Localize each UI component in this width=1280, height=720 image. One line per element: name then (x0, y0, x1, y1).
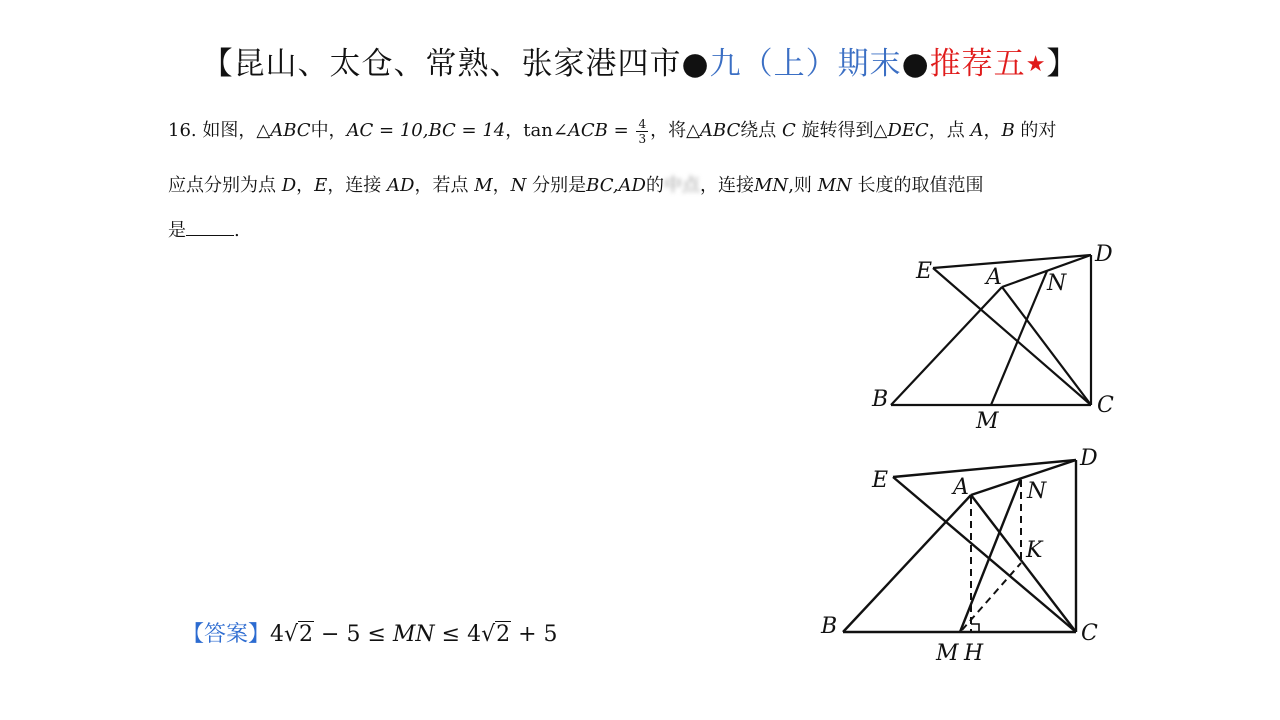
label-e: E (872, 468, 889, 493)
segment-ec (933, 268, 1091, 405)
text-segment: 的对 (1014, 120, 1057, 141)
math-m: M (474, 175, 493, 196)
label-c: C (1081, 621, 1098, 646)
segment-ec (893, 477, 1076, 632)
text-segment: 旋转得到△ (795, 120, 888, 141)
text-segment: ， (983, 120, 1002, 141)
label-a: A (986, 265, 1002, 290)
math-tan: tan∠ (523, 120, 568, 141)
header-dot: ● (901, 46, 930, 82)
segment-ba (891, 287, 1002, 405)
segment-mn (960, 478, 1021, 632)
math-a: A (970, 120, 984, 141)
right-angle-mark (971, 624, 979, 632)
answer-tag: 【答案】 (182, 622, 271, 647)
math-ad: AD (387, 175, 415, 196)
problem-line-3 (168, 216, 240, 242)
answer-segment: + 5 (511, 622, 558, 647)
segment-mk (962, 563, 1021, 630)
math-mn: MN (817, 175, 852, 196)
problem-number: 16. (168, 120, 197, 141)
math-n: N (510, 175, 527, 196)
text-segment: ，连接 (327, 175, 388, 196)
math-dec: DEC (887, 120, 929, 141)
math-c: C (782, 120, 796, 141)
label-n: N (1027, 479, 1047, 504)
header-cities: 昆山、太仓、常熟、张家港四市● (233, 46, 710, 82)
header-recommend: 推荐五 (929, 46, 1026, 82)
answer-blank (186, 221, 234, 236)
header-bracket-open: 【 (201, 46, 234, 82)
math-bc: BC = 14 (428, 120, 506, 141)
math-abc: ABC (699, 120, 741, 141)
text-segment: ,则 (788, 175, 818, 196)
label-n: N (1047, 271, 1067, 296)
text-segment: . (234, 220, 240, 241)
text-segment: 应点分别为点 (168, 175, 282, 196)
sqrt-expression: √2 (284, 622, 314, 647)
math-abc: ABC (270, 120, 311, 141)
header-exam: 九（上）期末 (709, 46, 902, 82)
segment-ac (971, 495, 1076, 632)
radicand: 2 (299, 622, 314, 647)
math-b: B (1001, 120, 1015, 141)
answer-segment: − 5 ≤ (314, 622, 393, 647)
blurred-text: 中点 (664, 175, 700, 196)
math-d: D (281, 175, 297, 196)
segment-mn (991, 271, 1047, 405)
math-acb: ACB (567, 120, 608, 141)
math-mn: MN (754, 175, 789, 196)
radicand: 2 (496, 622, 511, 647)
text-segment: ， (492, 175, 511, 196)
label-m: M (976, 409, 999, 434)
fraction-num: 4 (638, 116, 647, 131)
label-d: D (1095, 242, 1113, 267)
text-segment: ，若点 (414, 175, 475, 196)
text-segment: ，将△ (650, 120, 700, 141)
segment-ad (971, 460, 1076, 495)
header-title (0, 38, 1280, 83)
segment-ed (893, 460, 1076, 477)
problem-line-1 (168, 116, 1056, 146)
label-e: E (916, 259, 933, 284)
answer-segment: ≤ 4 (434, 622, 482, 647)
text-segment: 的 (646, 175, 664, 196)
text-segment: ， (296, 175, 315, 196)
label-h: H (964, 641, 984, 666)
math-ac: AC = 10, (346, 120, 429, 141)
label-b: B (872, 387, 889, 412)
answer-line (182, 617, 558, 648)
segment-ad (1002, 255, 1091, 287)
segment-ac (1002, 287, 1091, 405)
segment-ba (843, 495, 971, 632)
figure-2-dashed (962, 480, 1021, 632)
header-bracket-close: 】 (1046, 46, 1079, 82)
label-d: D (1080, 446, 1098, 471)
star-icon: ★ (1025, 52, 1047, 77)
text-segment: 分别是 (526, 175, 587, 196)
problem-line-2 (168, 171, 984, 197)
label-k: K (1026, 538, 1043, 563)
figure-2-lines (843, 460, 1076, 632)
fraction (636, 117, 648, 146)
text-segment: ，点 (928, 120, 971, 141)
fraction-den: 3 (638, 131, 647, 146)
math-eq: = (607, 120, 635, 141)
label-m: M (936, 641, 959, 666)
text-segment: 中， (310, 120, 347, 141)
answer-coefficient: 4 (270, 622, 285, 647)
math-mn: MN (392, 622, 435, 647)
math-bc-ad: BC,AD (586, 175, 646, 196)
label-c: C (1097, 393, 1114, 418)
math-e: E (314, 175, 328, 196)
figure-1-lines (891, 255, 1091, 405)
text-segment: 绕点 (740, 120, 782, 141)
label-a: A (953, 475, 969, 500)
text-segment: ， (505, 120, 524, 141)
text-segment: 是 (168, 220, 186, 241)
segment-ed (933, 255, 1091, 268)
text-segment: 长度的取值范围 (851, 175, 984, 196)
text-segment: ，连接 (700, 175, 754, 196)
sqrt-expression: √2 (481, 622, 511, 647)
text-segment: 如图，△ (202, 120, 271, 141)
label-b: B (821, 614, 838, 639)
